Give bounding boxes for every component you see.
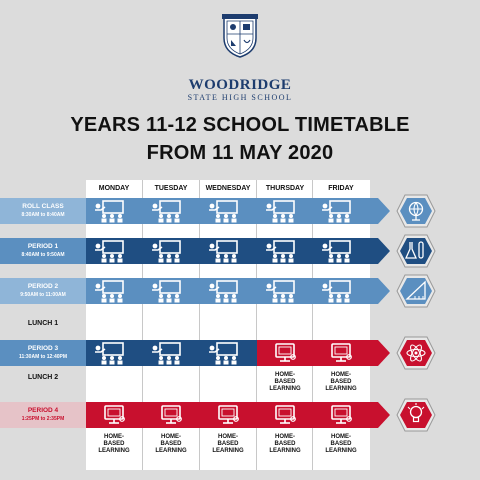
home-based-learning-label xyxy=(143,434,199,455)
teacher-class-icon xyxy=(86,211,142,228)
period-name: ROLL CLASS xyxy=(22,203,64,210)
home-based-learning-label xyxy=(200,434,256,455)
home-label-line: BASED xyxy=(103,441,125,447)
home-label-line: HOME- xyxy=(218,434,238,440)
computer-icon xyxy=(313,353,369,370)
home-learning-cell xyxy=(313,340,370,366)
classroom-cell xyxy=(86,340,143,366)
home-based-learning-label xyxy=(313,434,369,455)
classroom-cell xyxy=(200,340,257,366)
home-learning-cell xyxy=(143,402,200,428)
classroom-cell xyxy=(313,278,370,304)
home-label-line: HOME- xyxy=(161,434,181,440)
teacher-class-icon xyxy=(86,353,142,370)
home-learning-cell xyxy=(86,402,143,428)
row-arrow xyxy=(370,278,390,304)
lunch-label: LUNCH 1 xyxy=(27,320,59,327)
classroom-cell xyxy=(86,278,143,304)
home-label-line: LEARNING xyxy=(269,448,301,454)
home-label-line: LEARNING xyxy=(98,448,130,454)
computer-icon xyxy=(86,415,142,432)
home-learning-cell xyxy=(200,402,257,428)
teacher-class-icon xyxy=(143,251,199,268)
period-band xyxy=(86,238,370,264)
home-based-learning-label xyxy=(257,434,313,455)
school-crest-logo xyxy=(222,14,258,58)
computer-icon xyxy=(200,415,256,432)
teacher-class-icon xyxy=(257,291,313,308)
day-header: FRIDAY xyxy=(328,185,354,192)
home-label-line: LEARNING xyxy=(212,448,244,454)
classroom-cell xyxy=(143,238,200,264)
computer-icon xyxy=(143,415,199,432)
period-label xyxy=(0,238,86,264)
home-learning-cell xyxy=(257,402,314,428)
home-label-line: HOME- xyxy=(104,434,124,440)
period-name: PERIOD 2 xyxy=(27,283,59,290)
page-subtitle: FROM 11 MAY 2020 xyxy=(146,142,334,164)
home-label-line: HOME- xyxy=(275,434,295,440)
home-label-line: BASED xyxy=(274,441,296,447)
home-learning-cell xyxy=(313,402,370,428)
home-label-line: HOME- xyxy=(331,372,351,378)
period-label xyxy=(0,198,86,224)
period-band xyxy=(86,340,370,366)
day-header: WEDNESDAY xyxy=(205,185,251,192)
teacher-class-icon xyxy=(143,353,199,370)
home-label-line: BASED xyxy=(217,441,239,447)
home-based-learning-label xyxy=(86,434,142,455)
home-learning-cell xyxy=(257,340,314,366)
classroom-cell xyxy=(143,278,200,304)
classroom-cell xyxy=(313,198,370,224)
row-arrow xyxy=(370,238,390,264)
period-name: PERIOD 3 xyxy=(27,345,59,352)
period-time: 1:25PM to 2:35PM xyxy=(21,416,65,422)
teacher-class-icon xyxy=(143,211,199,228)
teacher-class-icon xyxy=(313,291,369,308)
teacher-class-icon xyxy=(200,211,256,228)
teacher-class-icon xyxy=(86,251,142,268)
home-based-learning-label xyxy=(313,372,369,393)
period-band xyxy=(86,278,370,304)
home-label-line: LEARNING xyxy=(155,448,187,454)
period-time: 8:30AM to 8:40AM xyxy=(21,212,65,218)
period-time: 11:30AM to 12:40PM xyxy=(18,354,68,360)
teacher-class-icon xyxy=(200,251,256,268)
classroom-cell xyxy=(143,198,200,224)
atom-icon xyxy=(396,336,436,370)
teacher-class-icon xyxy=(257,251,313,268)
home-label-line: BASED xyxy=(160,441,182,447)
classroom-cell xyxy=(200,238,257,264)
ruler-triangle-icon xyxy=(396,274,436,308)
day-header: MONDAY xyxy=(98,185,130,192)
globe-icon xyxy=(396,194,436,228)
row-arrow xyxy=(370,340,390,366)
teacher-class-icon xyxy=(257,211,313,228)
home-label-line: LEARNING xyxy=(325,448,357,454)
period-time: 8:40AM to 9:50AM xyxy=(21,252,65,258)
computer-icon xyxy=(313,415,369,432)
period-label xyxy=(0,278,86,304)
classroom-cell xyxy=(257,238,314,264)
period-label xyxy=(0,340,86,366)
period-time: 9:50AM to 11:00AM xyxy=(20,292,66,298)
classroom-cell xyxy=(257,198,314,224)
classroom-cell xyxy=(200,198,257,224)
period-band xyxy=(86,402,370,428)
home-label-line: HOME- xyxy=(331,434,351,440)
home-label-line: BASED xyxy=(330,379,352,385)
teacher-class-icon xyxy=(200,353,256,370)
day-header: THURSDAY xyxy=(265,185,305,192)
computer-icon xyxy=(257,415,313,432)
lunch-label: LUNCH 2 xyxy=(27,374,59,381)
home-based-learning-label xyxy=(257,372,313,393)
teacher-class-icon xyxy=(313,211,369,228)
classroom-cell xyxy=(86,238,143,264)
home-label-line: BASED xyxy=(330,441,352,447)
school-name: WOODRIDGE xyxy=(188,77,292,93)
teacher-class-icon xyxy=(143,291,199,308)
period-label xyxy=(0,402,86,428)
classroom-cell xyxy=(86,198,143,224)
classroom-cell xyxy=(143,340,200,366)
classroom-cell xyxy=(257,278,314,304)
home-label-line: HOME- xyxy=(275,372,295,378)
period-name: PERIOD 1 xyxy=(27,243,59,250)
row-arrow xyxy=(370,198,390,224)
home-label-line: BASED xyxy=(274,379,296,385)
period-name: PERIOD 4 xyxy=(27,407,59,414)
row-arrow xyxy=(370,402,390,428)
school-subtitle: STATE HIGH SCHOOL xyxy=(187,93,293,102)
day-header: TUESDAY xyxy=(154,185,188,192)
classroom-cell xyxy=(313,238,370,264)
teacher-class-icon xyxy=(86,291,142,308)
lightbulb-icon xyxy=(396,398,436,432)
home-label-line: LEARNING xyxy=(269,386,301,392)
computer-icon xyxy=(257,353,313,370)
classroom-cell xyxy=(200,278,257,304)
page-title: YEARS 11-12 SCHOOL TIMETABLE xyxy=(70,114,410,136)
home-label-line: LEARNING xyxy=(325,386,357,392)
teacher-class-icon xyxy=(313,251,369,268)
lab-flask-icon xyxy=(396,234,436,268)
period-band xyxy=(86,198,370,224)
teacher-class-icon xyxy=(200,291,256,308)
